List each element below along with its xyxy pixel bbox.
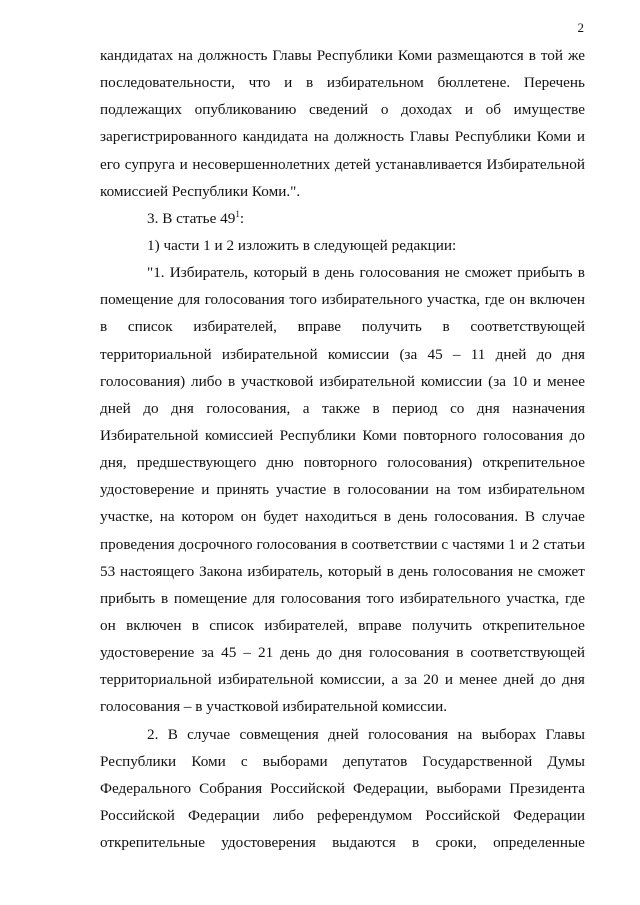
word: Российской — [270, 779, 345, 797]
word: несовершеннолетних — [192, 155, 331, 173]
word: на — [313, 128, 329, 146]
word: 2. — [147, 725, 159, 743]
word: Избирательной — [100, 426, 199, 444]
word: В — [524, 508, 536, 526]
word: соответствующей — [470, 644, 585, 662]
word: в — [372, 399, 380, 417]
word: имуществе — [513, 101, 585, 119]
word: Федерации, — [352, 779, 429, 797]
word: голосования — [433, 562, 514, 580]
word: предшествующего — [136, 454, 257, 472]
text-line — [100, 775, 585, 802]
word: избирательном — [488, 481, 585, 499]
word: Государственной — [422, 752, 533, 770]
word: голосования — [483, 426, 564, 444]
word: голосования — [256, 535, 337, 553]
word: список — [209, 616, 255, 634]
word: период — [392, 399, 438, 417]
text-line — [100, 232, 585, 259]
word: в — [161, 589, 169, 607]
word: доходах — [401, 101, 453, 119]
text-line — [100, 639, 585, 666]
word: территориальной — [100, 671, 212, 689]
word: Главы — [409, 128, 450, 146]
word: Федерации — [187, 806, 260, 824]
word: того — [289, 291, 317, 309]
word: 2 — [531, 535, 540, 553]
text-line — [100, 693, 585, 720]
text-line — [100, 205, 585, 232]
word: помещение — [100, 291, 174, 309]
word: голосования — [359, 264, 440, 282]
word: 10 — [511, 372, 528, 390]
word: избирательной — [319, 372, 415, 390]
word: помещение — [173, 589, 248, 607]
word: голосования, — [206, 399, 291, 417]
word: кандидатах — [100, 47, 174, 64]
word: в — [412, 834, 420, 852]
word: "1. — [147, 264, 165, 282]
word: также — [321, 399, 360, 417]
word: на — [435, 481, 451, 499]
word: не — [444, 264, 460, 282]
word: соответствии — [351, 535, 438, 553]
word: включен — [529, 291, 585, 309]
text-line — [100, 503, 585, 530]
word: Думы — [547, 752, 585, 770]
word: не — [517, 562, 533, 580]
word: определенные — [493, 834, 585, 852]
word: дня — [339, 644, 363, 662]
text-line — [100, 368, 585, 395]
word: участие — [276, 481, 327, 499]
text-line — [100, 313, 585, 340]
word: опубликованию — [194, 101, 297, 119]
word: он — [240, 508, 257, 526]
word: об — [485, 101, 501, 119]
word: избирательной — [217, 671, 314, 689]
text-line — [100, 178, 585, 205]
word: сведений — [308, 101, 369, 119]
word: Коми — [362, 426, 397, 444]
word: сроки, — [435, 834, 477, 852]
word: избиратель, — [247, 562, 323, 580]
word: Коми — [397, 47, 433, 64]
word: Главы — [272, 47, 312, 64]
word: и — [444, 671, 453, 689]
word: в — [340, 535, 348, 553]
word: за — [201, 644, 215, 662]
word: того — [366, 589, 394, 607]
word: подлежащих — [100, 101, 182, 119]
text-line — [100, 585, 585, 612]
text-line — [100, 69, 585, 96]
word: сможет — [464, 264, 513, 282]
text-line — [100, 422, 585, 449]
word: Российской — [100, 806, 175, 824]
page-number: 2 — [577, 20, 584, 35]
word: выборами — [436, 779, 502, 797]
word: голосования) — [387, 454, 473, 472]
word: голосования) — [100, 372, 186, 390]
word: случае — [541, 508, 585, 526]
word: за — [404, 671, 418, 689]
word: Федерального — [100, 779, 192, 797]
word: и — [201, 481, 210, 499]
word: голосования. — [434, 508, 519, 526]
word: либо — [191, 372, 223, 390]
word: 11 — [470, 345, 486, 363]
text-line — [100, 612, 585, 639]
text-line — [100, 123, 585, 150]
word: Избиратель, — [169, 264, 249, 282]
word: Закона — [199, 562, 243, 580]
text-line — [100, 829, 585, 856]
word: а — [391, 671, 399, 689]
word: – — [452, 345, 461, 363]
word: комиссией — [205, 426, 274, 444]
text-line — [100, 395, 585, 422]
word: кандидата — [242, 128, 309, 146]
word: той — [540, 47, 564, 64]
word: дней — [328, 725, 359, 743]
word: бюллетене. — [437, 74, 511, 92]
word: избирателей, — [264, 616, 348, 634]
word: голосования — [204, 291, 285, 309]
word: участке, — [100, 508, 153, 526]
word: назначения — [512, 399, 585, 417]
word: выборами — [262, 752, 328, 770]
word: открепительное — [482, 454, 585, 472]
word: дня, — [100, 454, 127, 472]
text-line — [100, 341, 585, 368]
word: в — [191, 616, 199, 634]
word: устанавливается — [375, 155, 482, 173]
word: вправе — [297, 318, 342, 336]
text-line — [100, 802, 585, 829]
word: же — [567, 47, 585, 64]
word: Коми — [536, 128, 572, 146]
text-line — [100, 286, 585, 313]
word: удостоверение — [100, 644, 195, 662]
word: голосования — [369, 644, 450, 662]
word: до — [540, 671, 556, 689]
word: прибыть — [517, 264, 573, 282]
word: том — [457, 481, 482, 499]
text-line — [100, 449, 585, 476]
word: досрочного — [178, 535, 253, 553]
text-line — [100, 259, 585, 286]
word: в — [383, 508, 392, 526]
word: дню — [266, 454, 294, 472]
word: комиссии — [327, 345, 390, 363]
word: дня — [562, 345, 585, 363]
word: дня — [562, 671, 585, 689]
word: в — [305, 74, 314, 92]
word: до — [536, 345, 552, 363]
word: последовательности, — [100, 74, 235, 92]
word: Коми — [191, 752, 226, 770]
word: принять — [216, 481, 269, 499]
word: прибыть — [100, 589, 156, 607]
line-text: комиссией Республики Коми.". — [100, 182, 301, 200]
word: до — [569, 426, 585, 444]
text-line — [100, 151, 585, 178]
word: голосовании — [347, 481, 429, 499]
line-text: 1) части 1 и 2 изложить в следующей редакции: — [147, 236, 457, 254]
word: Собрания — [199, 779, 263, 797]
word: выдаются — [332, 834, 396, 852]
word: участка, — [506, 589, 560, 607]
word: Республики — [279, 426, 356, 444]
word: что — [248, 74, 271, 92]
word: дней — [495, 345, 527, 363]
word: открепительные — [100, 834, 205, 852]
word: избирателей, — [193, 318, 277, 336]
line-text: голосования – в участковой избирательной комиссии. — [100, 698, 448, 716]
word: в — [577, 264, 585, 282]
word: с — [240, 752, 248, 770]
word: где — [484, 291, 505, 309]
word: удостоверения — [221, 834, 316, 852]
word: в — [442, 318, 450, 336]
word: в — [456, 644, 464, 662]
word: менее — [547, 372, 585, 390]
word: список — [127, 318, 173, 336]
word: сможет — [537, 562, 585, 580]
word: выборах — [481, 725, 537, 743]
word: о — [380, 101, 389, 119]
word: (за — [488, 372, 506, 390]
word: голосования — [280, 589, 361, 607]
word: до — [143, 399, 159, 417]
word: а — [302, 399, 310, 417]
word: участка, — [427, 291, 481, 309]
word: будет — [263, 508, 299, 526]
word: избирательной — [221, 345, 318, 363]
word: в — [100, 318, 108, 336]
word: Республики — [316, 47, 393, 64]
text-line — [100, 558, 585, 585]
word: проведения — [100, 535, 175, 553]
word: случае — [187, 725, 231, 743]
word: детей — [334, 155, 371, 173]
word: с — [441, 535, 449, 553]
word: на — [178, 47, 193, 64]
word: комиссии — [420, 372, 483, 390]
word: настоящего — [120, 562, 195, 580]
word: со — [450, 399, 465, 417]
word: Главы — [545, 725, 585, 743]
text-line — [100, 531, 585, 558]
word: участковой — [241, 372, 314, 390]
word: должность — [334, 128, 405, 146]
word: удостоверение — [100, 481, 195, 499]
word: день — [324, 264, 355, 282]
word: его — [100, 155, 121, 173]
text-line — [100, 721, 585, 748]
text-line — [100, 476, 585, 503]
word: в — [333, 481, 341, 499]
word: менее — [459, 671, 498, 689]
word: и — [284, 74, 293, 92]
word: он — [509, 291, 525, 309]
word: Российской — [425, 806, 501, 824]
word: статьи — [543, 535, 585, 553]
word: в — [386, 562, 394, 580]
word: и — [179, 155, 188, 173]
word: день — [398, 562, 429, 580]
word: Федерации — [513, 806, 585, 824]
word: дней — [503, 671, 535, 689]
word: повторного — [303, 454, 378, 472]
word: Республики — [454, 128, 531, 146]
word: размещаются — [437, 47, 524, 64]
word: получить — [412, 616, 473, 634]
word: 53 — [100, 562, 116, 580]
word: который — [253, 264, 308, 282]
word: где — [565, 589, 585, 607]
word: Перечень — [523, 74, 585, 92]
word: находиться — [304, 508, 378, 526]
word: открепительное — [482, 616, 585, 634]
line-text: 3. В статье 49 — [147, 209, 236, 227]
word: день — [397, 508, 428, 526]
word: частями — [452, 535, 505, 553]
word: получить — [361, 318, 422, 336]
word: в — [312, 264, 320, 282]
word: – — [243, 644, 251, 662]
word: и — [464, 101, 474, 119]
word: в — [227, 372, 236, 390]
word: комиссии, — [319, 671, 386, 689]
word: и — [519, 535, 528, 553]
word: В — [167, 725, 178, 743]
document-body — [100, 42, 585, 856]
text-line — [100, 42, 585, 69]
word: 21 — [257, 644, 274, 662]
line-tail: : — [239, 209, 245, 227]
word: включен — [126, 616, 182, 634]
word: до — [316, 644, 333, 662]
text-line — [100, 666, 585, 693]
text-line — [100, 748, 585, 775]
word: и — [532, 372, 542, 390]
word: на — [159, 508, 175, 526]
word: либо — [272, 806, 304, 824]
word: должность — [197, 47, 268, 64]
word: соответствующей — [470, 318, 585, 336]
word: вправе — [358, 616, 402, 634]
word: дней — [100, 399, 131, 417]
word: зарегистрированного — [100, 128, 237, 146]
word: референдумом — [316, 806, 413, 824]
word: на — [457, 725, 473, 743]
word: дня — [171, 399, 194, 417]
word: 45 — [427, 345, 443, 363]
word: и — [576, 128, 585, 146]
word: супруга — [124, 155, 176, 173]
word: (за — [399, 345, 418, 363]
word: день — [280, 644, 310, 662]
word: 45 — [221, 644, 237, 662]
word: Избирательной — [486, 155, 585, 173]
word: 20 — [423, 671, 439, 689]
word: голосования — [368, 725, 449, 743]
word: для — [252, 589, 276, 607]
word: он — [100, 616, 116, 634]
word: для — [177, 291, 201, 309]
word: депутатов — [342, 752, 408, 770]
text-line — [100, 96, 585, 123]
word: 1 — [508, 535, 516, 553]
word: избирательного — [321, 291, 423, 309]
word: совмещения — [239, 725, 319, 743]
word: Республики — [100, 752, 177, 770]
word: избирательного — [399, 589, 501, 607]
word: повторного — [403, 426, 477, 444]
word: избирательном — [326, 74, 424, 92]
word: в — [528, 47, 536, 64]
word: котором — [181, 508, 234, 526]
superscript: 1 — [235, 208, 240, 219]
word: территориальной — [100, 345, 212, 363]
word: Президента — [509, 779, 585, 797]
word: дня — [476, 399, 500, 417]
word: который — [327, 562, 382, 580]
